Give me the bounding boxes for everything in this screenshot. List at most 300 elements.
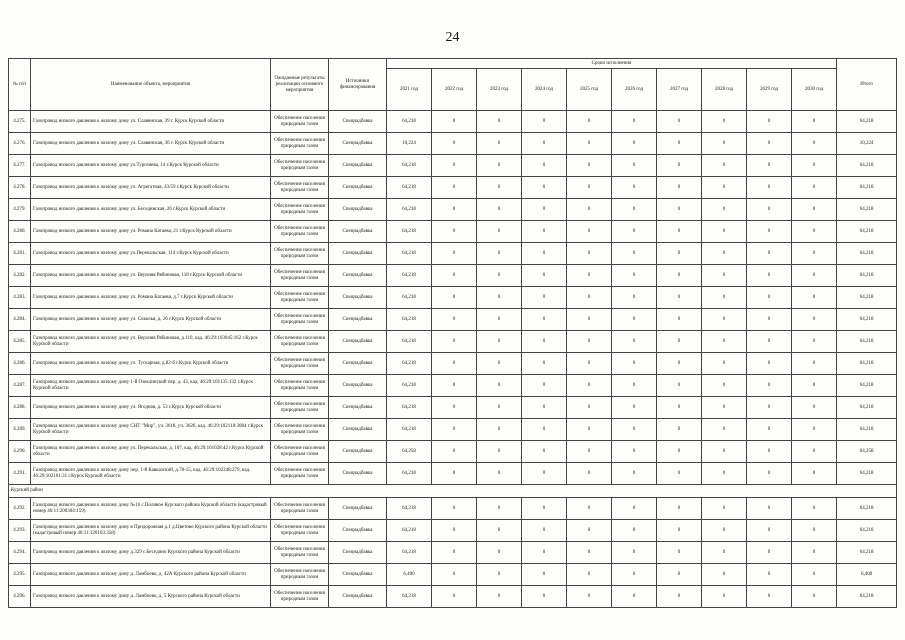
row-year-value: 0 xyxy=(477,177,522,199)
row-result: Обеспечение населения природным газом xyxy=(271,542,329,564)
table-row xyxy=(9,419,897,441)
row-year-value: 0 xyxy=(432,353,477,375)
row-year-value: 0 xyxy=(432,441,477,463)
row-num: 4.289. xyxy=(9,419,31,441)
row-year-value: 0 xyxy=(657,463,702,485)
header-year: 2024 год xyxy=(522,69,567,111)
table-row xyxy=(9,375,897,397)
row-year-value: 0 xyxy=(612,463,657,485)
row-year-value: 64,218 xyxy=(387,221,432,243)
row-total: 64,218 xyxy=(837,265,897,287)
table-row xyxy=(9,287,897,309)
header-total: Итого xyxy=(837,59,897,111)
row-num: 4.277. xyxy=(9,155,31,177)
table-row xyxy=(9,221,897,243)
row-total: 64,218 xyxy=(837,397,897,419)
row-year-value: 0 xyxy=(522,419,567,441)
row-year-value: 0 xyxy=(612,221,657,243)
row-num: 4.292. xyxy=(9,498,31,520)
table-row xyxy=(9,177,897,199)
table-row xyxy=(9,397,897,419)
row-result: Обеспечение населения природным газом xyxy=(271,111,329,133)
row-year-value: 0 xyxy=(477,353,522,375)
table-row xyxy=(9,309,897,331)
row-year-value: 0 xyxy=(702,498,747,520)
row-year-value: 0 xyxy=(747,199,792,221)
row-year-value: 0 xyxy=(522,331,567,353)
row-year-value: 64,218 xyxy=(387,331,432,353)
row-year-value: 0 xyxy=(657,309,702,331)
row-year-value: 0 xyxy=(747,375,792,397)
row-year-value: 0 xyxy=(612,243,657,265)
row-total: 64,218 xyxy=(837,177,897,199)
row-total: 64,218 xyxy=(837,243,897,265)
row-year-value: 64,218 xyxy=(387,542,432,564)
row-name: Газопровод низкого давления к жилому дому в Придорожная д.1 д.Цветово Курского района Курской области (кадастровый номер 46:11:120103:358) xyxy=(31,520,271,542)
row-year-value: 0 xyxy=(567,542,612,564)
row-year-value: 0 xyxy=(702,542,747,564)
row-year-value: 0 xyxy=(567,133,612,155)
row-result: Обеспечение населения природным газом xyxy=(271,397,329,419)
row-year-value: 0 xyxy=(612,177,657,199)
row-num: 4.288. xyxy=(9,397,31,419)
row-year-value: 0 xyxy=(432,177,477,199)
row-year-value: 0 xyxy=(522,177,567,199)
row-year-value: 0 xyxy=(522,111,567,133)
row-source: Спецнадбавка xyxy=(329,397,387,419)
row-year-value: 0 xyxy=(477,520,522,542)
row-total: 64,218 xyxy=(837,155,897,177)
row-year-value: 0 xyxy=(432,331,477,353)
header-year: 2027 год xyxy=(657,69,702,111)
row-year-value: 0 xyxy=(612,419,657,441)
table-row xyxy=(9,199,897,221)
row-year-value: 0 xyxy=(477,463,522,485)
row-year-value: 0 xyxy=(792,397,837,419)
row-result: Обеспечение населения природным газом xyxy=(271,375,329,397)
row-year-value: 0 xyxy=(612,111,657,133)
row-year-value: 0 xyxy=(657,221,702,243)
row-year-value: 0 xyxy=(747,542,792,564)
row-year-value: 0 xyxy=(432,375,477,397)
row-year-value: 0 xyxy=(657,419,702,441)
row-year-value: 0 xyxy=(567,331,612,353)
row-year-value: 0 xyxy=(792,463,837,485)
row-year-value: 0 xyxy=(792,177,837,199)
row-name: Газопровод низкого давления к жилому дому ул. Бесединская, 26 г.Курск Курской области xyxy=(31,199,271,221)
row-year-value: 0 xyxy=(792,441,837,463)
row-year-value: 0 xyxy=(657,265,702,287)
row-year-value: 0 xyxy=(432,111,477,133)
row-total: 64,218 xyxy=(837,111,897,133)
row-result: Обеспечение населения природным газом xyxy=(271,221,329,243)
row-year-value: 0 xyxy=(702,287,747,309)
row-year-value: 0 xyxy=(567,463,612,485)
row-source: Спецнадбавка xyxy=(329,265,387,287)
row-source: Спецнадбавка xyxy=(329,520,387,542)
row-year-value: 64,218 xyxy=(387,498,432,520)
row-year-value: 0 xyxy=(702,177,747,199)
row-year-value: 0 xyxy=(477,243,522,265)
row-year-value: 0 xyxy=(522,353,567,375)
row-result: Обеспечение населения природным газом xyxy=(271,287,329,309)
row-year-value: 0 xyxy=(657,331,702,353)
row-year-value: 0 xyxy=(567,520,612,542)
row-name: Газопровод низкого давления к жилому дому ул. Ягодная, д. 53 г.Курск Курской области xyxy=(31,397,271,419)
row-total: 64,218 xyxy=(837,287,897,309)
row-result: Обеспечение населения природным газом xyxy=(271,133,329,155)
row-year-value: 0 xyxy=(612,309,657,331)
row-year-value: 64,218 xyxy=(387,419,432,441)
row-name: Газопровод низкого давления к жилому дому ул. Соколья, д. 26 г.Курск Курской области xyxy=(31,309,271,331)
row-year-value: 64,218 xyxy=(387,111,432,133)
row-year-value: 64,218 xyxy=(387,265,432,287)
row-year-value: 0 xyxy=(567,498,612,520)
row-source: Спецнадбавка xyxy=(329,287,387,309)
row-source: Спецнадбавка xyxy=(329,542,387,564)
row-year-value: 0 xyxy=(567,419,612,441)
row-year-value: 0 xyxy=(657,542,702,564)
row-year-value: 0 xyxy=(477,375,522,397)
row-year-value: 0 xyxy=(747,287,792,309)
header-num: № п/п xyxy=(9,59,31,111)
row-year-value: 64,218 xyxy=(387,353,432,375)
row-source: Спецнадбавка xyxy=(329,309,387,331)
row-total: 64,218 xyxy=(837,353,897,375)
row-year-value: 0 xyxy=(477,542,522,564)
row-total: 64,218 xyxy=(837,498,897,520)
row-year-value: 0 xyxy=(432,498,477,520)
row-source: Спецнадбавка xyxy=(329,133,387,155)
row-year-value: 0 xyxy=(612,265,657,287)
row-num: 4.286. xyxy=(9,353,31,375)
row-year-value: 0 xyxy=(747,353,792,375)
row-total: 64,218 xyxy=(837,463,897,485)
row-year-value: 0 xyxy=(612,441,657,463)
row-year-value: 0 xyxy=(792,331,837,353)
row-year-value: 0 xyxy=(792,287,837,309)
row-year-value: 0 xyxy=(612,542,657,564)
row-total: 64,258 xyxy=(837,441,897,463)
row-total: 64,218 xyxy=(837,309,897,331)
row-year-value: 0 xyxy=(657,287,702,309)
row-year-value: 0 xyxy=(657,353,702,375)
row-source: Спецнадбавка xyxy=(329,441,387,463)
row-year-value: 0 xyxy=(702,375,747,397)
row-year-value: 0 xyxy=(522,375,567,397)
row-year-value: 0 xyxy=(657,155,702,177)
row-num: 4.285. xyxy=(9,331,31,353)
row-source: Спецнадбавка xyxy=(329,419,387,441)
row-year-value: 0 xyxy=(567,265,612,287)
row-result: Обеспечение населения природным газом xyxy=(271,441,329,463)
row-year-value: 0 xyxy=(477,265,522,287)
row-num: 4.290. xyxy=(9,441,31,463)
row-num: 4.278. xyxy=(9,177,31,199)
program-table xyxy=(8,58,897,608)
row-year-value: 0 xyxy=(657,243,702,265)
row-year-value: 0 xyxy=(477,221,522,243)
row-year-value: 0 xyxy=(567,353,612,375)
row-year-value: 0 xyxy=(522,542,567,564)
row-total: 64,218 xyxy=(837,520,897,542)
row-year-value: 0 xyxy=(792,221,837,243)
row-year-value: 64,218 xyxy=(387,243,432,265)
row-year-value: 0 xyxy=(657,199,702,221)
header-year: 2021 год xyxy=(387,69,432,111)
table-body xyxy=(9,111,897,608)
row-year-value: 0 xyxy=(567,287,612,309)
table-row xyxy=(9,243,897,265)
row-year-value: 0 xyxy=(522,498,567,520)
row-year-value: 0 xyxy=(522,221,567,243)
row-year-value: 0 xyxy=(792,265,837,287)
row-year-value: 10,224 xyxy=(387,133,432,155)
row-result: Обеспечение населения природным газом xyxy=(271,243,329,265)
row-year-value: 0 xyxy=(792,419,837,441)
row-year-value: 0 xyxy=(522,520,567,542)
row-year-value: 0 xyxy=(612,498,657,520)
row-year-value: 0 xyxy=(747,155,792,177)
table-row xyxy=(9,463,897,485)
row-year-value: 0 xyxy=(792,542,837,564)
row-year-value: 64,218 xyxy=(387,287,432,309)
table-row xyxy=(9,133,897,155)
row-num: 4.293. xyxy=(9,520,31,542)
row-year-value: 0 xyxy=(657,586,702,608)
row-year-value: 0 xyxy=(477,199,522,221)
row-name: Газопровод низкого давления к жилому дому пер. 1-й Кавказский, д.78-15, кад. 46:29:102248:279, кад. 46:29:102101:31 г.Курск Курской области xyxy=(31,463,271,485)
row-year-value: 0 xyxy=(567,199,612,221)
row-year-value: 0 xyxy=(702,331,747,353)
row-year-value: 0 xyxy=(432,586,477,608)
row-name: Газопровод низкого давления к жилому дому ул.Тургенева, 14 г.Курск Курской области xyxy=(31,155,271,177)
row-year-value: 0 xyxy=(477,111,522,133)
row-year-value: 0 xyxy=(522,564,567,586)
section-row xyxy=(9,485,897,498)
row-year-value: 0 xyxy=(747,265,792,287)
row-result: Обеспечение населения природным газом xyxy=(271,564,329,586)
row-total: 64,218 xyxy=(837,199,897,221)
header-year: 2022 год xyxy=(432,69,477,111)
row-year-value: 0 xyxy=(747,520,792,542)
row-year-value: 0 xyxy=(477,331,522,353)
table-row xyxy=(9,498,897,520)
row-year-value: 64,218 xyxy=(387,309,432,331)
row-year-value: 0 xyxy=(477,309,522,331)
row-year-value: 0 xyxy=(747,498,792,520)
row-year-value: 64,218 xyxy=(387,586,432,608)
row-year-value: 0 xyxy=(702,564,747,586)
program-table-wrapper xyxy=(8,58,896,608)
row-year-value: 0 xyxy=(522,309,567,331)
row-year-value: 0 xyxy=(522,287,567,309)
row-year-value: 0 xyxy=(612,133,657,155)
row-result: Обеспечение населения природным газом xyxy=(271,463,329,485)
header-year: 2030 год xyxy=(792,69,837,111)
row-year-value: 0 xyxy=(612,199,657,221)
header-year: 2023 год xyxy=(477,69,522,111)
row-result: Обеспечение населения природным газом xyxy=(271,331,329,353)
row-total: 64,218 xyxy=(837,542,897,564)
row-name: Газопровод низкого давления к жилому дому №16 с.Поляное Курского района Курской области (кадастровый номер 46:11:200304:159) xyxy=(31,498,271,520)
section-title: Курский район xyxy=(9,485,897,498)
row-year-value: 0 xyxy=(522,265,567,287)
row-year-value: 0 xyxy=(522,243,567,265)
table-row xyxy=(9,586,897,608)
row-name: Газопровод низкого давления к жилому дому ул. Агрегатная, 43/59 г.Курск Курской области xyxy=(31,177,271,199)
row-source: Спецнадбавка xyxy=(329,177,387,199)
row-year-value: 0 xyxy=(432,243,477,265)
row-year-value: 0 xyxy=(612,375,657,397)
row-year-value: 0 xyxy=(522,133,567,155)
row-year-value: 0 xyxy=(567,564,612,586)
row-name: Газопровод низкого давления к жилому дому ул. Верхняя Рябиновая, д.110, кад. 46:29:103045:162 г.Курск Курской области xyxy=(31,331,271,353)
row-num: 4.282. xyxy=(9,265,31,287)
row-year-value: 64,218 xyxy=(387,397,432,419)
row-total: 64,218 xyxy=(837,419,897,441)
row-source: Спецнадбавка xyxy=(329,243,387,265)
row-year-value: 0 xyxy=(747,419,792,441)
row-year-value: 0 xyxy=(747,397,792,419)
row-num: 4.279. xyxy=(9,199,31,221)
row-result: Обеспечение населения природным газом xyxy=(271,498,329,520)
row-year-value: 0 xyxy=(567,586,612,608)
row-year-value: 0 xyxy=(432,564,477,586)
row-year-value: 0 xyxy=(432,397,477,419)
row-year-value: 0 xyxy=(792,111,837,133)
row-year-value: 0 xyxy=(432,133,477,155)
row-source: Спецнадбавка xyxy=(329,353,387,375)
header-expected-result: Ожидаемые результаты реализации основного мероприятия xyxy=(271,59,329,111)
row-result: Обеспечение населения природным газом xyxy=(271,265,329,287)
row-year-value: 0 xyxy=(702,265,747,287)
table-row xyxy=(9,331,897,353)
row-year-value: 0 xyxy=(477,133,522,155)
table-row xyxy=(9,353,897,375)
row-year-value: 0 xyxy=(657,111,702,133)
row-total: 64,218 xyxy=(837,375,897,397)
row-year-value: 0 xyxy=(702,309,747,331)
row-year-value: 0 xyxy=(477,155,522,177)
row-year-value: 0 xyxy=(522,155,567,177)
header-name: Наименование объекта, мероприятия xyxy=(31,59,271,111)
row-year-value: 0 xyxy=(612,586,657,608)
row-year-value: 0 xyxy=(477,564,522,586)
row-year-value: 0 xyxy=(657,564,702,586)
row-total: 64,218 xyxy=(837,586,897,608)
header-year: 2026 год xyxy=(612,69,657,111)
row-year-value: 0 xyxy=(522,463,567,485)
row-source: Спецнадбавка xyxy=(329,564,387,586)
row-year-value: 0 xyxy=(702,199,747,221)
row-year-value: 0 xyxy=(567,309,612,331)
row-year-value: 0 xyxy=(432,419,477,441)
row-source: Спецнадбавка xyxy=(329,155,387,177)
row-source: Спецнадбавка xyxy=(329,221,387,243)
row-year-value: 0 xyxy=(702,520,747,542)
row-num: 4.281. xyxy=(9,243,31,265)
row-result: Обеспечение населения природным газом xyxy=(271,199,329,221)
row-year-value: 0 xyxy=(522,586,567,608)
table-header xyxy=(9,59,897,111)
table-row xyxy=(9,265,897,287)
row-source: Спецнадбавка xyxy=(329,498,387,520)
table-row xyxy=(9,520,897,542)
row-year-value: 0 xyxy=(432,463,477,485)
row-name: Газопровод низкого давления к жилому дому ул. Славянская, 39 г. Курск Курской области xyxy=(31,111,271,133)
header-period: Сроки исполнения xyxy=(387,59,837,69)
row-year-value: 0 xyxy=(792,564,837,586)
row-year-value: 0 xyxy=(747,243,792,265)
row-year-value: 0 xyxy=(657,441,702,463)
row-year-value: 0 xyxy=(657,177,702,199)
row-year-value: 0 xyxy=(702,353,747,375)
row-year-value: 0 xyxy=(567,441,612,463)
row-num: 4.275. xyxy=(9,111,31,133)
row-year-value: 0 xyxy=(792,520,837,542)
row-total: 64,218 xyxy=(837,221,897,243)
row-name: Газопровод низкого давления к жилому дому ул. Романа Катаева, д.7 г.Курск Курской области xyxy=(31,287,271,309)
row-total: 64,218 xyxy=(837,331,897,353)
row-source: Спецнадбавка xyxy=(329,331,387,353)
row-year-value: 0 xyxy=(477,397,522,419)
row-source: Спецнадбавка xyxy=(329,586,387,608)
row-result: Обеспечение населения природным газом xyxy=(271,155,329,177)
row-year-value: 0 xyxy=(702,155,747,177)
row-year-value: 0 xyxy=(477,586,522,608)
row-year-value: 0 xyxy=(567,221,612,243)
row-num: 4.296. xyxy=(9,586,31,608)
row-num: 4.283. xyxy=(9,287,31,309)
row-num: 4.287. xyxy=(9,375,31,397)
row-year-value: 0 xyxy=(747,221,792,243)
row-name: Газопровод низкого давления к жилому дому 1-й Озеклинский пер. д. 43, кад. 46:29:101135:132 г.Курск Курской области xyxy=(31,375,271,397)
row-year-value: 0 xyxy=(702,441,747,463)
row-year-value: 0 xyxy=(612,331,657,353)
row-year-value: 0 xyxy=(657,375,702,397)
row-name: Газопровод низкого давления к жилому дому ул. Верхняя Рябиновая, 118 г.Курск Курской области xyxy=(31,265,271,287)
row-name: Газопровод низкого давления к жилому дому д.329 с.Беседино Курского района Курской области xyxy=(31,542,271,564)
row-name: Газопровод низкого давления к жилому дому д. Ламбоево, д. 5 Курского района Курской области xyxy=(31,586,271,608)
row-num: 4.294. xyxy=(9,542,31,564)
row-year-value: 0 xyxy=(477,441,522,463)
row-year-value: 0 xyxy=(792,243,837,265)
row-year-value: 0 xyxy=(747,586,792,608)
row-year-value: 0 xyxy=(702,397,747,419)
row-year-value: 0 xyxy=(612,353,657,375)
row-source: Спецнадбавка xyxy=(329,375,387,397)
row-year-value: 64,218 xyxy=(387,463,432,485)
row-year-value: 0 xyxy=(747,463,792,485)
row-result: Обеспечение населения природным газом xyxy=(271,309,329,331)
header-year: 2025 год xyxy=(567,69,612,111)
row-year-value: 0 xyxy=(657,133,702,155)
row-year-value: 0 xyxy=(567,243,612,265)
row-name: Газопровод низкого давления к жилому дому СНТ "Мир", уч. 3618, уч. 3626, кад. 46:29:102118:3084 г.Курск Курской области xyxy=(31,419,271,441)
row-year-value: 0 xyxy=(747,177,792,199)
row-year-value: 0 xyxy=(702,111,747,133)
row-name: Газопровод низкого давления к жилому дому ул.Перекальская, 114 г.Курск Курской области xyxy=(31,243,271,265)
row-result: Обеспечение населения природным газом xyxy=(271,353,329,375)
row-total: 10,224 xyxy=(837,133,897,155)
row-year-value: 0 xyxy=(702,133,747,155)
row-num: 4.284. xyxy=(9,309,31,331)
row-year-value: 0 xyxy=(792,309,837,331)
row-year-value: 0 xyxy=(432,309,477,331)
row-year-value: 0 xyxy=(567,397,612,419)
row-year-value: 0 xyxy=(747,111,792,133)
